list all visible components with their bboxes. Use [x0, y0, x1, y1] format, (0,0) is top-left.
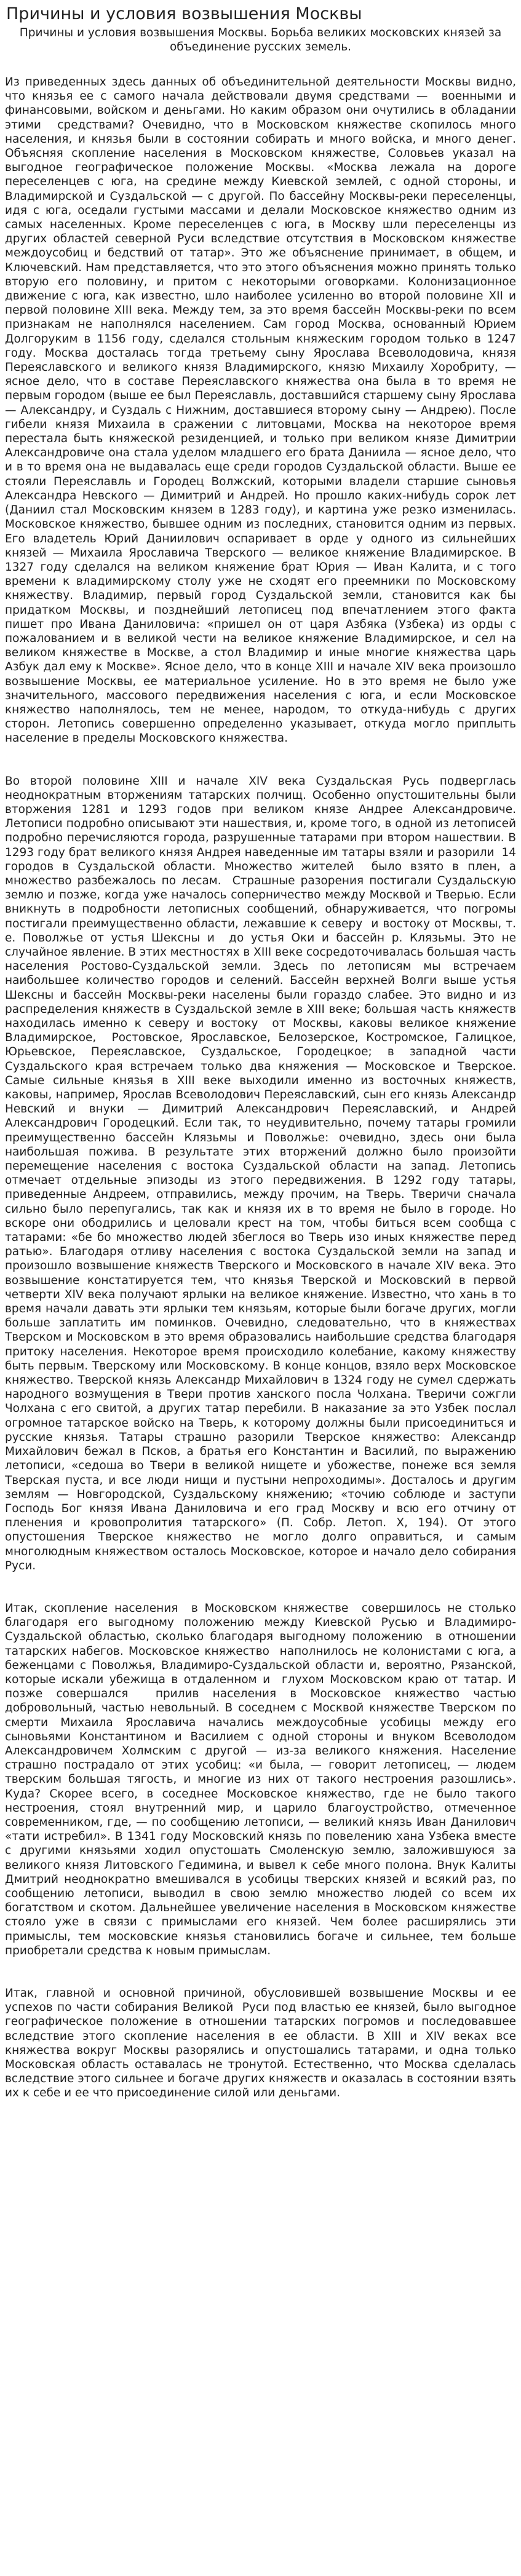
article-subtitle: Причины и условия возвышения Москвы. Борьба великих московских князей за объединение русских земель.	[19, 26, 502, 54]
page-title: Причины и условия возвышения Москвы	[6, 4, 362, 23]
article-paragraph: Из приведенных здесь данных об объединительной деятельности Москвы видно, что князья ее с самого начала действовали двумя средствами — военными и финансовыми, войском и деньгами. Но каким образом они очутились в обладании этими средствами? Очевидно, что в Московском княжестве скопилось много населения, и князья были в состоянии собирать и много войска, и много денег. Объясняя скопление населения в Московском княжестве, Соловьев указал на выгодное географическое положение Москвы. «Москва лежала на дороге переселенцев с юга, на средине между Киевской землей, с одной стороны, и Владимирской и Суздальской — с другой. По бассейну Москвы-реки переселенцы, идя с юга, оседали густыми массами и делали Московское княжество одним из самых населенных. Кроме переселенцев с юга, в Москву шли переселенцы из других областей северной Руси вследствие отсутствия в Московском княжестве междоусобиц и бедствий от татар». Это же объяснение принимает, в общем, и Ключевский. Нам представляется, что это этого объяснения можно принять только вторую его половину, и притом с некоторыми оговорками. Колонизационное движение с юга, как известно, шло наиболее усиленно во второй половине XII и первой половине XIII века. Между тем, за это время бассейн Москвы-реки по всем признакам не наполнялся населением. Сам город Москва, основанный Юрием Долгоруким в 1156 году, сделался стольным княжеским городом только в 1247 году. Москва досталась тогда третьему сыну Ярослава Всеволодовича, князя Переяславского и великого князя Владимирского, князю Михаилу Хоробриту, — ясное дело, что в составе Переяславского княжества она была в то время не первым городом (выше ее был Переяславль, доставшийся старшему сыну Ярослава — Александру, и Суздаль с Нижним, доставшиеся второму сыну — Андрею). После гибели князя Михаила в сражении с литовцами, Москва на некоторое время перестала быть княжеской резиденцией, и только при великом князе Димитрии Александровиче она стала уделом младшего его брата Даниила — ясное дело, что и в то время она не выдавалась еще среди городов Суздальской области. Выше ее стояли Переяславль и Городец Волжский, которыми владели старшие сыновья Александра Невского — Димитрий и Андрей. Но прошло каких-нибудь сорок лет (Даниил стал Московским князем в 1283 году), и картина уже резко изменилась. Московское княжество, бывшее одним из последних, становится одним из первых. Его владетель Юрий Даниилович оспаривает в орде у одного из сильнейших князей — Михаила Ярославича Тверского — великое княжение Владимирское. В 1327 году сделался на великом княжение брат Юрия — Иван Калита, и с того времени к владимирскому столу уже не сходят его преемники по Московскому княжеству. Владимир, первый город Суздальской земли, становится как бы придатком Москвы, и позднейший летописец под впечатлением этого факта пишет про Ивана Даниловича: «пришел он от царя Азбяка (Узбека) из орды с пожалованием и в великой чести на великое княжение Владимирское, и сел на великом княжестве в Москве, а стол Владимир и иные многие княжества царь Азбук дал ему к Москве». Ясное дело, что в конце XIII и начале XIV века произошло возвышение Москвы, ее материальное усиление. Но в это время не было уже значительного, массового передвижения населения с юга, и если Московское княжество наполнялось, тем не менее, народом, то откуда-нибудь с других сторон. Летопись совершенно определенно указывает, откуда могло приплыть население в пределы Московского княжества.	[5, 76, 520, 745]
article-paragraph: Во второй половине XIII и начале XIV века Суздальская Русь подверглась неоднократным вторжениям татарских полчищ. Особенно опустошительны были вторжения 1281 и 1293 годов при великом князе Андрее Александровиче. Летописи подробно описывают эти нашествия, и, кроме того, в одной из летописей подробно перечисляются города, разрушенные татарами при втором нашествии. В 1293 году брат великого князя Андрея наведенные им татары взяли и разорили 14 городов в Суздальской области. Множество жителей было взято в плен, а множество разбежалось по лесам. Страшные разорения постигали Суздальскую землю и позже, когда уже началось соперничество между Москвой и Тверью. Если вникнуть в подробности летописных сообщений, обнаруживается, что погромы постигали преимущественно области, лежавшие к северу и востоку от Москвы, т. е. Поволжье от устья Шексны и до устья Оки и бассейн р. Клязьмы. Это не случайное явление. В этих местностях в XIII веке сосредоточивалась большая часть населения Ростово-Суздальской земли. Здесь по летописям мы встречаем наибольшее количество городов и селений. Бассейн верхней Волги выше устья Шексны и бассейн Москвы-реки населены были гораздо слабее. Это видно и из распределения княжеств в Суздальской земле в XIII веке; большая часть княжеств находилась именно к северу и востоку от Москвы, каковы великое княжение Владимирское, Ростовское, Ярославское, Белозерское, Костромское, Галицкое, Юрьевское, Переяславское, Суздальское, Городецкое; в западной части Суздальского края встречаем только два княжения — Московское и Тверское. Самые сильные князья в XIII веке выходили именно из восточных княжеств, каковы, например, Ярослав Всеволодович Переяславский, сын его князь Александр Невский и внуки — Димитрий Александрович Переяславский, и Андрей Александрович Городецкий. Если так, то неудивительно, почему татары громили преимущественно бассейн Клязьмы и Поволжье: очевидно, здесь они была наибольшая пожива. В результате этих вторжений должно было произойти перемещение населения с востока Суздальской области на запад. Летопись отмечает отдельные эпизоды из этого передвижения. В 1292 году татары, приведенные Андреем, отправились, между прочим, на Тверь. Тверичи сначала сильно было перепугались, так как и князя их в то время не было в городе. Но вскоре они ободрились и целовали крест на том, чтобы биться всем сообща с татарами: «бе бо множество людей збеглося во Тверь изо иных княжестве перед ратью». Благодаря отливу населения с востока Суздальской земли на запад и произошло возвышение княжеств Тверского и Московского в начале XIV века. Это возвышение констатируется тем, что князья Тверской и Московский в первой четверти XIV века получают ярлыки на великое княжение. Известно, что хань в то время начали давать эти ярлыки тем князьям, которые были богаче других, могли больше заплатить им поминков. Очевидно, следовательно, что в княжествах Тверском и Московском в это время образовались наибольшие средства благодаря притоку населения. Некоторое время происходило колебание, какому княжеству быть первым. Тверскому или Московскому. В конце концов, взяло верх Московское княжество. Тверской князь Александр Михайлович в 1324 году не сумел сдержать народного возмущения в Твери против ханского посла Чолхана. Тверичи сожгли Чолхана с его свитой, а других татар перебили. В наказание за это Узбек послал огромное татарское войско на Тверь, к которому должны были присоединиться и русские князья. Татары страшно разорили Тверское княжество: Александр Михайлович бежал в Псков, а братья его Константин и Василий, по выражению летописи, «седоша во Твери в великой нищете и убожестве, понеже вся земля Тверская пуста, и все люди нищи и пустыни непроходимы». Досталось и другим землям — Новгородской, Суздальскому княжению; «точию соблюде и заступи Господь Бог князя Ивана Даниловича и его град Москву и всю его отчину от пленения и кровопролития татарского» (П. Собр. Летоп. Х, 194). От этого опустошения Тверское княжество не могло долго оправиться, и самым многолюдным княжеством осталось Московское, которое и начало дело собирания Руси.	[5, 774, 520, 1572]
article-paragraph: Итак, скопление населения в Московском княжестве совершилось не столько благодаря его выгодному положению между Киевской Русью и Владимиро-Суздальской областью, сколько благодаря выгодному положению в отношении татарских набегов. Московское княжество наполнилось не колонистами с юга, а беженцами с Поволжья, Владимиро-Суздальской области и, вероятно, Рязанской, которые искали убежища в отдаленном и глухом Московском краю от татар. И позже совершался прилив населения в Московское княжество частью добровольный, частью невольный. В соседнем с Москвой княжестве Тверском по смерти Михаила Ярославича начались междоусобные усобицы между его сыновьями Константином и Василием с одной стороны и внуком Всеволодом Александровичем Холмским с другой — из-за великого княжения. Население страшно пострадало от этих усобиц: «и была, — говорит летописец, — людем тверским большая тягость, и многие из них от такого нестроения разошлись». Куда? Скорее всего, в соседнее Московское княжество, где не было такого нестроения, стоял внутренний мир, и царило благоустройство, отмеченное современником, где, — по сообщению летописи, — великий князь Иван Данилович «тати истребил». В 1341 году Московский князь по повелению хана Узбека вместе с другими князьями ходил опустошать Смоленскую землю, заложившуюся за великого князя Литовского Гедимина, и вывел к себе много полона. Внук Калиты Дмитрий неоднократно вмешивался в усобицы тверских князей и всякий раз, по сообщению летописи, выводил в свою землю множество людей со всем их богатством и скотом. Дальнейшее увеличение населения в Московском княжестве стояло уже в связи с примыслами его князей. Чем более расширялись эти примыслы, тем московские князья становились богаче и сильнее, тем больше приобретали средства к новым примыслам.	[5, 1601, 520, 1957]
article-paragraph: Итак, главной и основной причиной, обусловившей возвышение Москвы и ее успехов по части собирания Великой Руси под властью ее князей, было выгодное географическое положение в отношении татарских погромов и последовавшее вследствие этого скопление населения в ее области. В XIII и XIV веках все княжества вокруг Москвы разорялись и опустошались татарами, и одна только Московская область оставалась не тронутой. Естественно, что Москва сделалась вследствие этого сильнее и богаче других княжеств и оказалась в состоянии взять их к себе и ее что присоединение силой или деньгами.	[5, 1987, 520, 2100]
